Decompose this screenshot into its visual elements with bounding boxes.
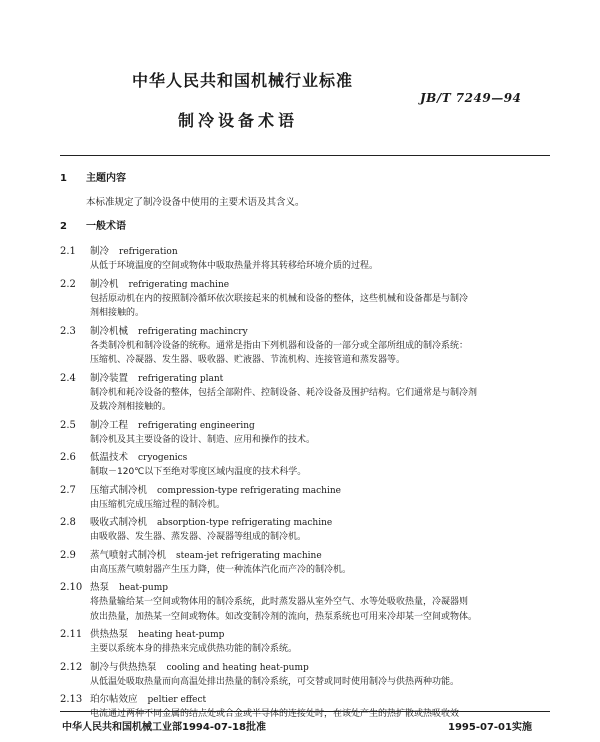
standard-code: JB/T 7249—94 [420,91,522,105]
term-entry [60,548,560,578]
term-number: 2.3 [60,325,76,337]
term-definition [90,595,560,624]
term-definition [90,563,560,578]
definition-line: 放出热量，加热某一空间或物体。如改变制冷剂的流向，热泵系统也可用来冷却某一空间或物体。 [90,611,478,622]
definition-line: 各类制冷机和制冷设备的统称。通常是指由下列机器和设备的一部分或全部所组成的制冷系统： [90,340,469,351]
term-heading [90,483,560,498]
term-number: 2.12 [60,661,83,673]
term-english: absorption-type refrigerating machine [157,518,333,528]
term-definition [90,675,560,690]
definition-line: 电流通过两种不同金属的结点处或合金或半导体的连接处时，在该处产生的热扩散或热吸收效 [90,709,460,719]
term-heading [90,450,560,465]
term-chinese: 吸收式制冷机 [90,517,148,528]
definition-line: 及载冷剂相接触的。 [90,402,172,412]
approval-statement: 中华人民共和国机械工业部1994-07-18批准 [62,722,266,733]
term-english: heating heat-pump [138,630,225,640]
term-english: cryogenics [138,453,188,463]
definition-line: 剂相接触的。 [90,308,145,318]
term-english: compression-type refrigerating machine [157,485,341,496]
term-number: 2.9 [60,549,76,561]
term-chinese: 压缩式制冷机 [90,484,148,496]
term-heading [90,548,560,563]
term-heading [90,627,560,642]
term-definition [90,339,560,368]
term-entry [60,627,560,657]
definition-line: 压缩机、冷凝器、发生器、吸收器、贮液器、节流机构、连接管道和蒸发器等。 [90,355,406,365]
term-number: 2.11 [60,629,83,640]
term-chinese: 热泵 [90,582,110,593]
term-definition [90,433,560,448]
term-english: refrigerating machine [128,279,230,290]
term-heading [90,324,560,339]
term-english: refrigerating engineering [138,420,255,431]
term-number: 2.8 [60,517,76,528]
term-chinese: 制冷 [90,246,110,257]
term-entry [60,324,560,368]
section-paragraph: 本标准规定了制冷设备中使用的主要术语及其含义。 [86,197,305,208]
definition-line: 制取－120℃以下至绝对零度区域内温度的技术科学。 [90,467,307,477]
section-heading [60,172,560,186]
term-heading [90,277,560,292]
footer-divider [60,711,550,712]
term-number: 2.10 [60,582,83,593]
definition-line: 将热量输给某一空间或物体用的制冷系统，此时蒸发器从室外空气、水等处吸收热量，冷凝器则 [90,597,469,607]
term-chinese: 供热热泵 [90,629,129,640]
term-list [60,244,560,722]
term-heading [90,660,560,675]
definition-line: 制冷机及其主要设备的设计、制造、应用和操作的技术。 [90,434,316,445]
definition-line: 由吸收器、发生器、蒸发器、冷凝器等组成的制冷机。 [90,532,307,542]
section-number: 1 [60,173,67,184]
term-number: 2.2 [60,278,76,290]
term-entry [60,418,560,448]
definition-line: 从低温处吸取热量而向高温处排出热量的制冷系统，可交替或同时使用制冷与供热两种功能。 [90,676,460,687]
term-entry [60,371,560,415]
section-heading [60,220,560,234]
term-entry [60,515,560,545]
term-english: refrigeration [119,247,178,257]
term-heading [90,371,560,386]
term-number: 2.6 [60,452,76,463]
term-english: cooling and heating heat-pump [166,662,309,673]
document-body [60,170,560,725]
document-title: 制冷设备术语 [178,111,299,130]
term-chinese: 蒸气喷射式制冷机 [90,549,167,561]
term-entry [60,244,560,274]
definition-line: 由高压蒸气喷射器产生压力降，使一种流体汽化而产冷的制冷机。 [90,564,352,575]
term-number: 2.4 [60,372,76,384]
term-entry [60,450,560,480]
section-number: 2 [60,221,67,232]
term-chinese: 制冷机 [90,278,119,290]
term-chinese: 制冷与供热热泵 [90,661,157,673]
section-title: 一般术语 [86,221,126,232]
term-heading [90,692,560,707]
term-entry [60,660,560,690]
definition-line: 从低于环境温度的空间或物体中吸取热量并将其转移给环境介质的过程。 [90,261,379,271]
term-definition [90,498,560,513]
term-number: 2.5 [60,419,76,431]
term-english: steam-jet refrigerating machine [176,550,322,561]
term-english: heat-pump [119,583,169,593]
term-heading [90,580,560,595]
term-definition [90,259,560,274]
term-entry [60,580,560,624]
term-entry [60,483,560,513]
term-heading [90,515,560,530]
term-number: 2.1 [60,246,76,257]
term-heading [90,418,560,433]
term-definition [90,386,560,415]
issuing-organization: 中华人民共和国机械行业标准 [132,71,354,90]
term-chinese: 制冷装置 [90,372,129,384]
term-english: refrigerating plant [138,373,224,384]
term-chinese: 制冷工程 [90,419,129,431]
definition-line: 主要以系统本身的排热来完成供热功能的制冷系统。 [90,644,298,654]
term-definition [90,530,560,545]
header-divider [60,155,550,156]
term-chinese: 制冷机械 [90,325,129,337]
definition-line: 由压缩机完成压缩过程的制冷机。 [90,499,226,510]
term-heading [90,244,560,259]
definition-line: 包括原动机在内的按照制冷循环依次联接起来的机械和设备的整体，这些机械和设备都是与制冷 [90,293,469,304]
effective-date: 1995-07-01实施 [448,722,532,733]
term-entry [60,277,560,321]
term-definition [90,642,560,657]
definition-line: 制冷机和耗冷设备的整体，包括全部附件、控制设备、耗冷设备及围护结构。它们通常是与制冷剂 [90,387,478,398]
term-number: 2.13 [60,694,83,705]
term-english: refrigerating machincry [138,326,248,337]
section-title: 主题内容 [86,173,126,184]
term-chinese: 低温技术 [90,452,129,463]
term-definition [90,292,560,321]
term-number: 2.7 [60,484,76,496]
term-chinese: 珀尔帖效应 [90,694,138,705]
term-definition [90,465,560,480]
term-english: peltier effect [147,695,207,705]
